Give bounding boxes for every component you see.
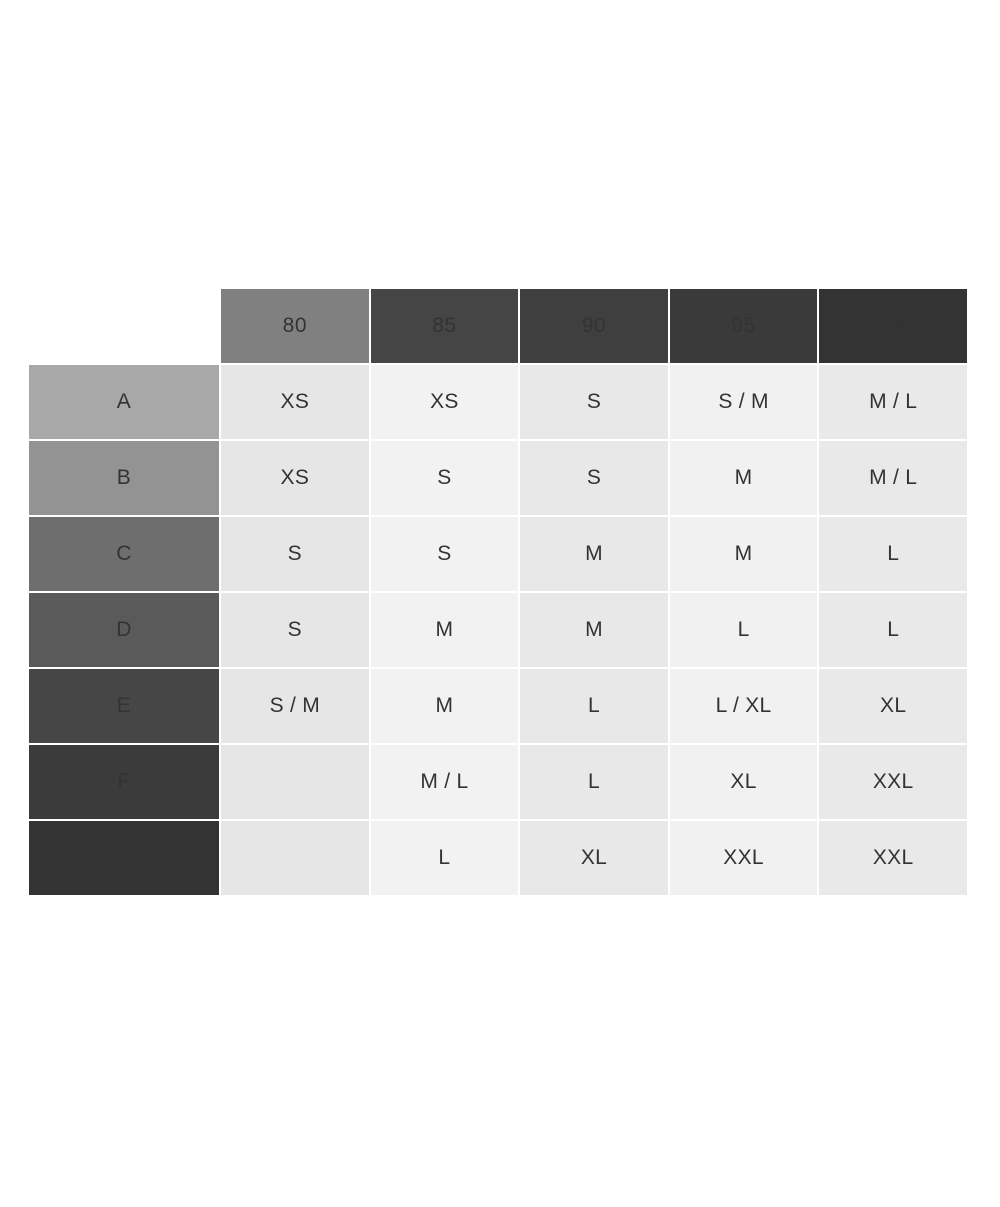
- cell-c-100: L: [819, 517, 967, 591]
- column-header-95: 95: [670, 289, 818, 363]
- cell-g-90: XL: [520, 821, 668, 895]
- cell-g-85: L: [371, 821, 519, 895]
- cell-e-100: XL: [819, 669, 967, 743]
- cell-a-80: XS: [221, 365, 369, 439]
- cell-e-90: L: [520, 669, 668, 743]
- row-header-b: B: [29, 441, 219, 515]
- column-header-90: 90: [520, 289, 668, 363]
- column-header-100: 100: [819, 289, 967, 363]
- cell-d-85: M: [371, 593, 519, 667]
- cell-f-85: M / L: [371, 745, 519, 819]
- cell-b-90: S: [520, 441, 668, 515]
- cell-b-85: S: [371, 441, 519, 515]
- cell-f-90: L: [520, 745, 668, 819]
- row-header-c: C: [29, 517, 219, 591]
- table-header-row: [29, 289, 967, 363]
- table-row: [29, 517, 967, 591]
- table-row: [29, 593, 967, 667]
- table-corner-cell: [29, 289, 219, 363]
- size-chart: [27, 287, 969, 897]
- cell-c-80: S: [221, 517, 369, 591]
- column-header-85: 85: [371, 289, 519, 363]
- row-header-g: G: [29, 821, 219, 895]
- cell-b-80: XS: [221, 441, 369, 515]
- row-header-a: A: [29, 365, 219, 439]
- cell-b-100: M / L: [819, 441, 967, 515]
- row-header-d: D: [29, 593, 219, 667]
- table-row: [29, 365, 967, 439]
- cell-a-95: S / M: [670, 365, 818, 439]
- column-header-80: 80: [221, 289, 369, 363]
- cell-g-80: [221, 821, 369, 895]
- table-row: [29, 821, 967, 895]
- size-table: [27, 287, 969, 897]
- cell-a-100: M / L: [819, 365, 967, 439]
- cell-f-80: [221, 745, 369, 819]
- table-row: [29, 441, 967, 515]
- cell-f-95: XL: [670, 745, 818, 819]
- cell-e-85: M: [371, 669, 519, 743]
- row-header-e: E: [29, 669, 219, 743]
- table-row: [29, 745, 967, 819]
- cell-b-95: M: [670, 441, 818, 515]
- cell-d-90: M: [520, 593, 668, 667]
- cell-e-95: L / XL: [670, 669, 818, 743]
- cell-f-100: XXL: [819, 745, 967, 819]
- table-body: [29, 365, 967, 895]
- cell-g-95: XXL: [670, 821, 818, 895]
- cell-d-100: L: [819, 593, 967, 667]
- cell-a-90: S: [520, 365, 668, 439]
- row-header-f: F: [29, 745, 219, 819]
- cell-d-80: S: [221, 593, 369, 667]
- cell-c-85: S: [371, 517, 519, 591]
- cell-a-85: XS: [371, 365, 519, 439]
- cell-e-80: S / M: [221, 669, 369, 743]
- cell-d-95: L: [670, 593, 818, 667]
- cell-c-95: M: [670, 517, 818, 591]
- table-header: [29, 289, 967, 363]
- cell-g-100: XXL: [819, 821, 967, 895]
- table-row: [29, 669, 967, 743]
- cell-c-90: M: [520, 517, 668, 591]
